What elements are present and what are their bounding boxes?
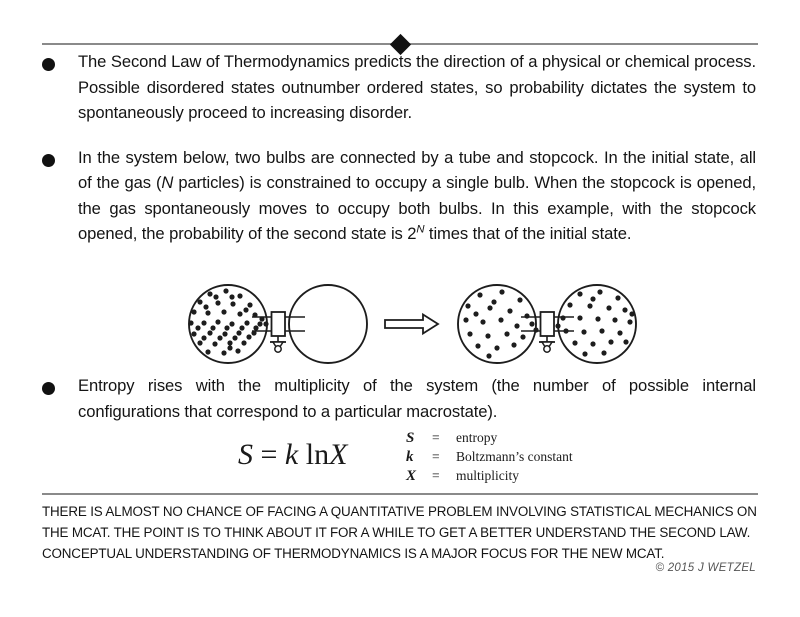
legend-row-X	[406, 468, 573, 487]
legend-symbol-k: k	[406, 449, 414, 465]
entropy-equation	[238, 438, 347, 472]
legend-row-k	[406, 449, 573, 468]
footer-caption	[42, 501, 758, 564]
final-left-bulb	[458, 285, 536, 363]
legend-equals-k: =	[432, 449, 440, 464]
equation-space	[298, 438, 306, 471]
bullet-list-lower	[0, 373, 800, 431]
bottom-divider-rule	[42, 493, 758, 495]
top-divider	[42, 43, 758, 45]
legend-symbol-X: X	[406, 468, 417, 484]
bullet-text-second-law: The Second Law of Thermodynamics predicts the direction of a physical or chemical process. Possible disordered states outnumber ordered states, so probability dictates the system to spontaneously proceed to increasing disorder.	[78, 52, 756, 122]
final-right-bulb	[558, 285, 636, 363]
initial-left-bulb	[189, 285, 267, 363]
legend-description-X: multiplicity	[456, 468, 519, 483]
equation-k: k	[284, 438, 299, 471]
legend-description-S: entropy	[456, 430, 498, 445]
equation-X: X	[329, 438, 348, 471]
process-arrow-icon	[385, 315, 438, 334]
legend-equals-X: =	[432, 468, 440, 483]
diagram-initial-state	[188, 285, 367, 363]
legend-symbol-S: S	[406, 430, 415, 446]
legend-row-S	[406, 430, 573, 449]
bullet-2-superscript-N: N	[416, 223, 425, 236]
diagram-final-state	[458, 285, 636, 363]
legend-equals-S: =	[432, 430, 440, 445]
bullet-2-italic-N: N	[161, 173, 174, 192]
bullet-item-entropy-multiplicity	[0, 373, 800, 424]
equation-block	[0, 428, 800, 490]
bullet-text-entropy-multiplicity: Entropy rises with the multiplicity of the system (the number of possible internal configurations that correspond to a particular macrostate).	[78, 376, 756, 421]
equation-legend	[406, 430, 573, 487]
bullet-list-upper	[0, 49, 800, 254]
equation-ln: ln	[305, 438, 330, 471]
initial-right-bulb	[289, 285, 367, 363]
equation-lhs: S	[238, 438, 253, 471]
equation-equals: =	[253, 438, 285, 471]
bullet-item-two-bulb-system	[0, 145, 800, 247]
two-bulb-gas-expansion-diagram	[180, 278, 680, 370]
bullet-dot-icon	[42, 154, 55, 167]
caption-line-3: CONCEPTUAL UNDERSTANDING OF THERMODYNAMICS IS A MAJOR FOCUS FOR THE NEW MCAT.	[42, 546, 665, 561]
legend-description-k: Boltzmann’s constant	[456, 449, 573, 464]
caption-line-2: THE MCAT. THE POINT IS TO THINK ABOUT IT FOR A WHILE TO GET A BETTER UNDERSTAND THE SECOND LAW.	[42, 525, 751, 540]
bullet-2-segment-2: particles) is constrained to occupy a single bulb. When the stopcock is opened, the gas spontaneously moves to occupy both bulbs. In this example, with the stopcock opened, the probability of the second state is 2	[78, 173, 756, 243]
bullet-text-two-bulb-system	[78, 145, 756, 247]
bullet-2-segment-3: times that of the initial state.	[424, 224, 632, 243]
bullet-dot-icon	[42, 382, 55, 395]
bullet-item-second-law	[0, 49, 800, 126]
caption-line-1: THERE IS ALMOST NO CHANCE OF FACING A QUANTITATIVE PROBLEM INVOLVING STATISTICAL MECHANICS ON	[42, 504, 757, 519]
bullet-dot-icon	[42, 58, 55, 71]
bullet-2-segment-1: In the system below, two bulbs are connected by a tube and stopcock. In the initial state, all of the gas (	[78, 147, 756, 192]
copyright-notice: © 2015 J WETZEL	[655, 562, 756, 574]
